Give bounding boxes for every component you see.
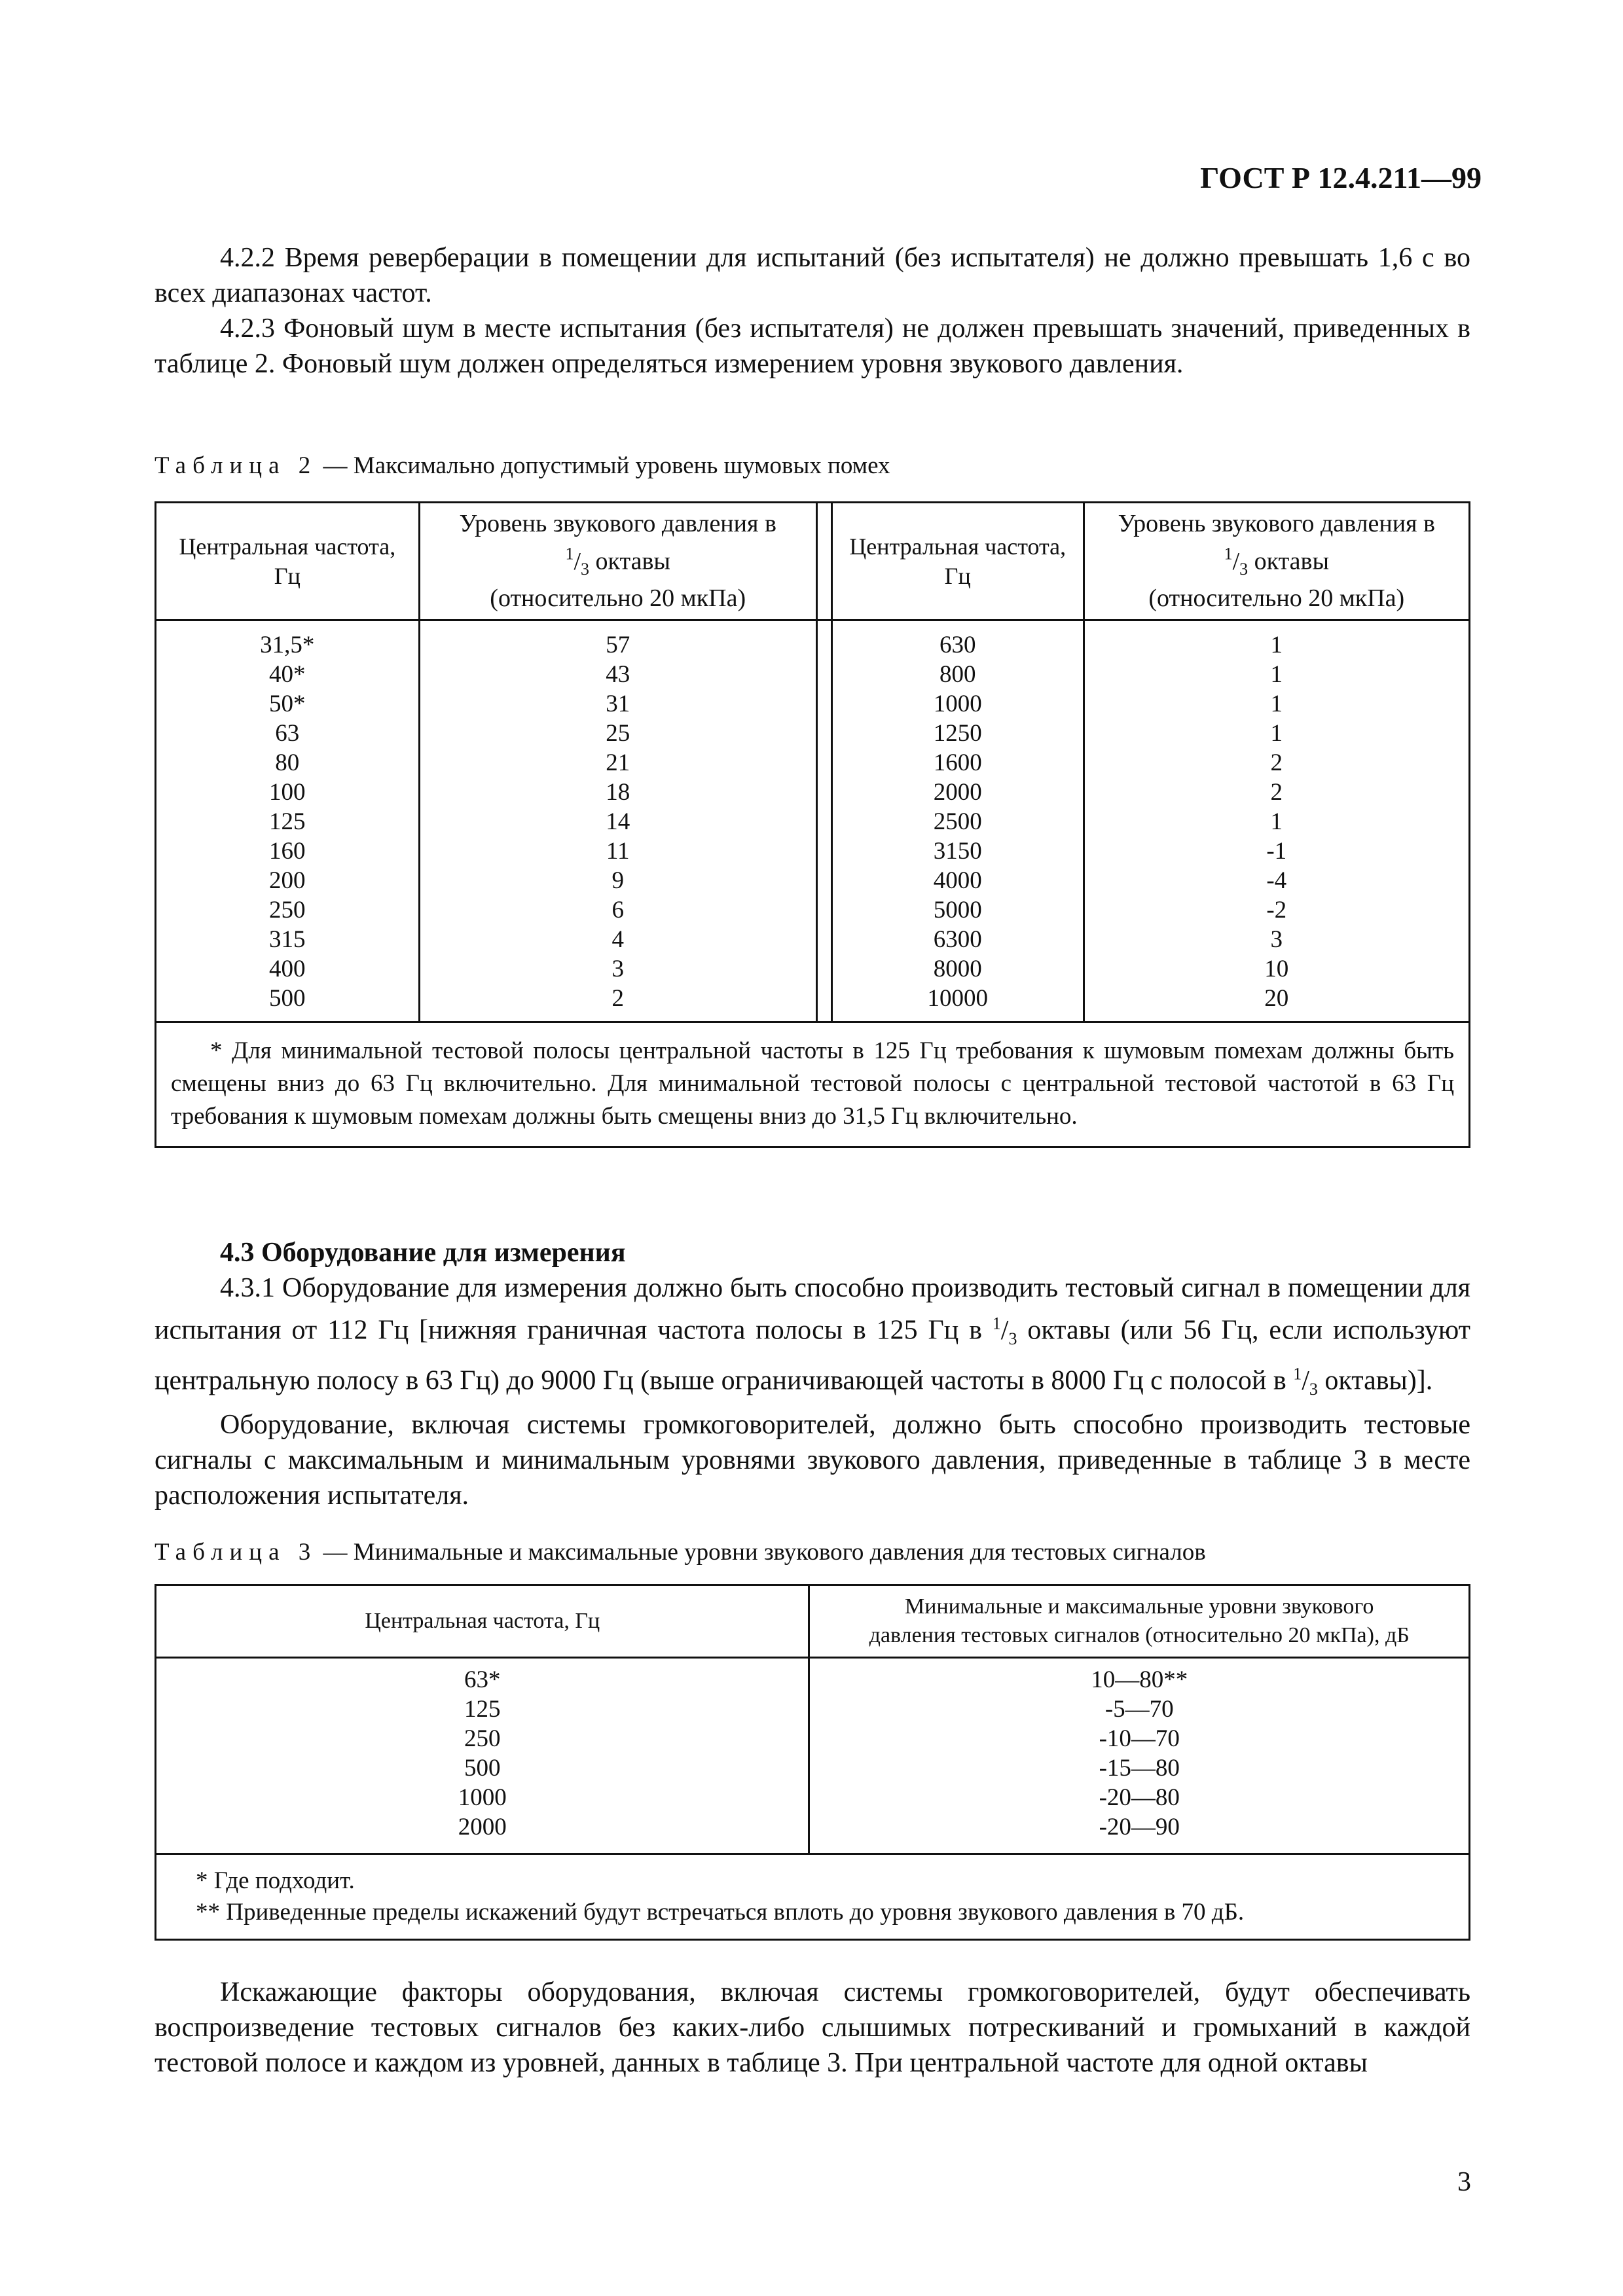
table2-col-level-text-c: (относительно 20 мкПа) — [490, 584, 746, 612]
table2-cell-level: 14 — [606, 808, 630, 835]
table2-cell-freq: 200 — [269, 867, 306, 894]
table2-cell-level: 6 — [611, 897, 624, 924]
table2-cell-level: 2 — [611, 985, 624, 1012]
table2-right-freq-column — [831, 620, 1084, 1022]
table2-cell-freq: 2000 — [933, 779, 982, 806]
table2-cell-level: 1 — [1270, 720, 1283, 747]
table2-cell-freq: 40* — [269, 661, 306, 688]
table2-cell-level: 21 — [606, 749, 630, 776]
one-third-fraction: $^1/_3$ — [565, 544, 590, 579]
table3-note-row — [156, 1854, 1470, 1940]
table2-cell-level: 4 — [611, 926, 624, 953]
table2-cell-freq: 63 — [275, 720, 300, 747]
table2-col-level-left — [419, 503, 816, 620]
table2-cell-freq: 1250 — [933, 720, 982, 747]
table2-data-row — [156, 620, 1470, 1022]
one-third-fraction: $^1/_3$ — [992, 1314, 1017, 1348]
one-third-fraction: $^1/_3$ — [1293, 1364, 1318, 1399]
table2-cell-level: 31 — [606, 691, 630, 717]
table2-col-freq-right: Центральная частота, Гц — [831, 503, 1084, 620]
table2-cell-level: 25 — [606, 720, 630, 747]
table3-cell-levels: -20—80 — [1099, 1784, 1180, 1811]
table2-col-level-text-a: Уровень звукового давления в — [459, 510, 776, 538]
table3-col-levels: Минимальные и максимальные уровни звукового давления тестовых сигналов (относительно 20 мкПа), дБ — [809, 1585, 1470, 1658]
table2-cell-level: 18 — [606, 779, 630, 806]
table2-cell-freq: 315 — [269, 926, 306, 953]
table3-caption — [155, 1538, 1206, 1566]
table2-cell-level: 57 — [606, 632, 630, 658]
table2-cell-freq: 1600 — [933, 749, 982, 776]
table2-left-freq-column — [156, 620, 420, 1022]
table2-cell-level: -2 — [1266, 897, 1287, 924]
table2-note-row — [156, 1022, 1470, 1147]
page-number: 3 — [1457, 2167, 1471, 2197]
intro-text — [155, 240, 1470, 382]
table2-column-separator — [816, 503, 831, 620]
table2-cell-freq: 10000 — [927, 985, 988, 1012]
table3-cell-levels: -20—90 — [1099, 1814, 1180, 1840]
table3-notes — [156, 1854, 1470, 1940]
one-third-fraction: $^1/_3$ — [1224, 544, 1249, 579]
table2-cell-freq: 6300 — [933, 926, 982, 953]
table-2 — [155, 501, 1470, 1148]
table2-cell-freq: 800 — [939, 661, 976, 688]
table3-cell-freq: 250 — [464, 1725, 501, 1752]
table3-cell-freq: 63* — [464, 1666, 501, 1693]
table2-right-level-column — [1084, 620, 1469, 1022]
table3-cell-freq: 125 — [464, 1696, 501, 1723]
table2-cell-freq: 1000 — [933, 691, 982, 717]
table3-caption-label: Таблица 3 — [155, 1539, 318, 1566]
paragraph-4-3-1: 4.3.1 Оборудование для измерения должно быть способно производить тестовый сигнал в помещении для испытания от 112 Гц [нижняя граничная частота полосы в 125 Гц в $^1/_3$ октавы (или 56 Гц, если используют центральную полосу в 63 Гц) до 9000 Гц (выше ограничивающей частоты в 8000 Гц с полосой в $^1/_3$ октавы)]. — [155, 1273, 1471, 1399]
table2-cell-level: 1 — [1270, 632, 1283, 658]
table2-cell-freq: 630 — [939, 632, 976, 658]
table3-levels-column — [809, 1658, 1470, 1854]
table3-cell-levels: -15—80 — [1099, 1755, 1180, 1782]
table2-cell-freq: 400 — [269, 956, 306, 982]
table2-cell-freq: 50* — [269, 691, 306, 717]
table2-cell-freq: 4000 — [933, 867, 982, 894]
table2-cell-freq: 3150 — [933, 838, 982, 865]
table2-column-separator — [816, 620, 831, 1022]
table3-cell-levels: -10—70 — [1099, 1725, 1180, 1752]
table2-cell-freq: 160 — [269, 838, 306, 865]
table2-cell-level: 11 — [606, 838, 630, 865]
table2-cell-level: 10 — [1264, 956, 1289, 982]
table-3 — [155, 1584, 1470, 1941]
table3-cell-levels: -5—70 — [1104, 1696, 1174, 1723]
table3-cell-freq: 1000 — [458, 1784, 507, 1811]
table2-left-level-column — [419, 620, 816, 1022]
table2-header-row — [156, 503, 1470, 620]
table2-cell-freq: 125 — [269, 808, 306, 835]
section-heading: 4.3 Оборудование для измерения — [220, 1238, 626, 1268]
table2-cell-freq: 31,5* — [260, 632, 315, 658]
table2-col-freq-left: Центральная частота, Гц — [156, 503, 420, 620]
table2-cell-freq: 100 — [269, 779, 306, 806]
table2-cell-freq: 5000 — [933, 897, 982, 924]
paragraph-equipment: Оборудование, включая системы громкоговорителей, должно быть способно производить тестовые сигналы с максимальным и минимальным уровнями звукового давления, приведенные в таблице 3 в месте расположения испытателя. — [155, 1409, 1470, 1511]
paragraph-4-2-2: 4.2.2 Время реверберации в помещении для испытаний (без испытателя) не должно превышать 1,6 с во всех диапазонах частот. — [155, 243, 1470, 308]
table2-caption-label: Таблица 2 — [155, 452, 318, 479]
table2-cell-level: -1 — [1266, 838, 1287, 865]
table3-freq-column — [156, 1658, 809, 1854]
final-text — [155, 1975, 1470, 2081]
table2-cell-freq: 80 — [275, 749, 300, 776]
table2-cell-level: 43 — [606, 661, 630, 688]
table3-col-freq: Центральная частота, Гц — [156, 1585, 809, 1658]
table3-caption-text: — Минимальные и максимальные уровни звукового давления для тестовых сигналов — [317, 1539, 1206, 1566]
table2-cell-level: 1 — [1270, 661, 1283, 688]
paragraph-4-2-3: 4.2.3 Фоновый шум в месте испытания (без испытателя) не должен превышать значений, приведенных в таблице 2. Фоновый шум должен определяться измерением уровня звукового давления. — [155, 314, 1470, 379]
table2-col-level-right: Уровень звукового давления в $^1/_3$ октавы (относительно 20 мкПа) — [1084, 503, 1469, 620]
table2-note: * Для минимальной тестовой полосы центральной частоты в 125 Гц требования к шумовым помехам должны быть смещены вниз до 63 Гц включительно. Для минимальной тестовой полосы с центральной тестовой частотой в 63 Гц требования к шумовым помехам должны быть смещены вниз до 31,5 Гц включительно. — [156, 1022, 1470, 1147]
table3-note-2: ** Приведенные пределы искажений будут встречаться вплоть до уровня звукового давления в 70 дБ. — [196, 1899, 1245, 1926]
document-header: ГОСТ Р 12.4.211—99 — [1200, 161, 1482, 194]
section-4-3 — [155, 1235, 1470, 1513]
table2-cell-level: 9 — [611, 867, 624, 894]
table2-cell-level: 1 — [1270, 808, 1283, 835]
table2-cell-level: 2 — [1270, 749, 1283, 776]
table3-data-row — [156, 1658, 1470, 1854]
table2-col-level-text-b: октавы — [595, 547, 670, 575]
table2-cell-level: 20 — [1264, 985, 1289, 1012]
table3-cell-freq: 500 — [464, 1755, 501, 1782]
table2-cell-freq: 8000 — [933, 956, 982, 982]
table2-cell-level: 3 — [611, 956, 624, 982]
table2-cell-freq: 250 — [269, 897, 306, 924]
table2-cell-freq: 500 — [269, 985, 306, 1012]
table2-cell-level: -4 — [1266, 867, 1287, 894]
table3-cell-levels: 10—80** — [1091, 1666, 1188, 1693]
table2-caption — [155, 452, 890, 480]
paragraph-distortion: Искажающие факторы оборудования, включая системы громкоговорителей, будут обеспечивать воспроизведение тестовых сигналов без каких-либо слышимых потрескиваний и громыханий в каждой тестовой полосе и каждом из уровней, данных в таблице 3. При центральной частоте для одной октавы — [155, 1977, 1470, 2078]
table2-cell-level: 1 — [1270, 691, 1283, 717]
table2-caption-text: — Максимально допустимый уровень шумовых помех — [317, 452, 890, 479]
table3-note-1: * Где подходит. — [196, 1867, 355, 1894]
table3-cell-freq: 2000 — [458, 1814, 507, 1840]
table3-header-row — [156, 1585, 1470, 1658]
table2-cell-level: 2 — [1270, 779, 1283, 806]
table2-cell-level: 3 — [1270, 926, 1283, 953]
table2-cell-freq: 2500 — [933, 808, 982, 835]
